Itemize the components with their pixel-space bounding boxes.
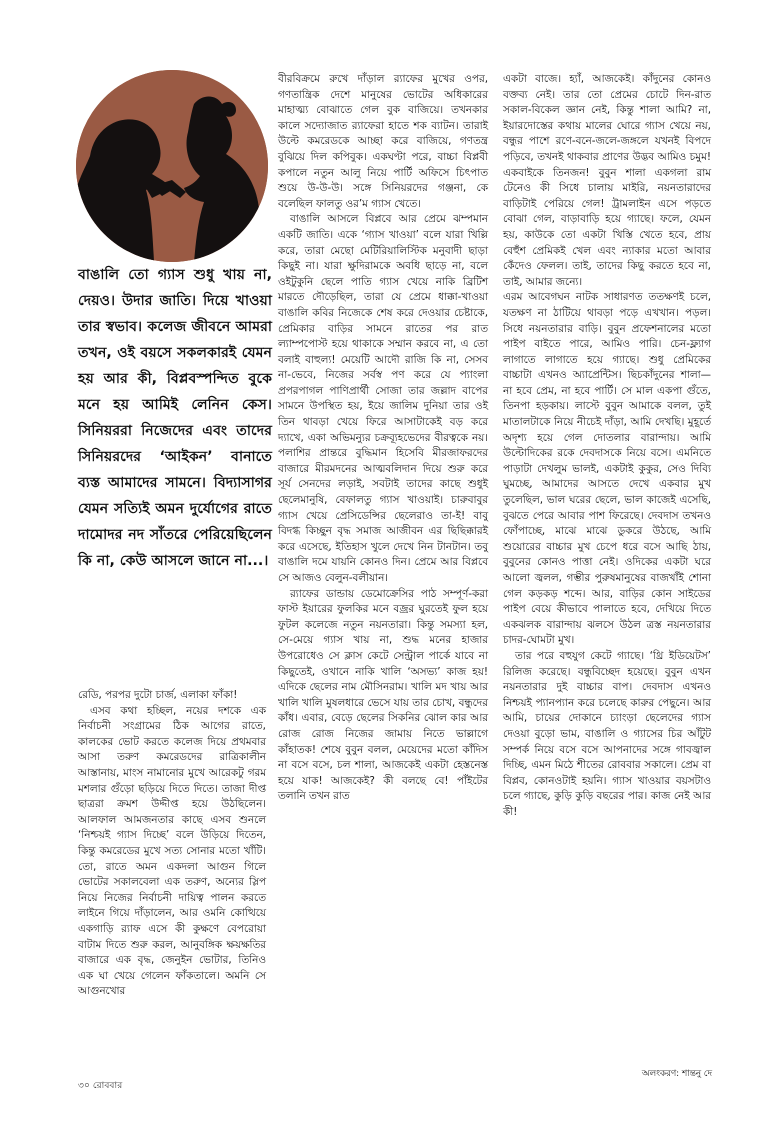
paragraph: বীরবিক্রমে রুখে দাঁড়াল র‍্যাফের মুখের ওপর, গণতান্ত্রিক দেশে মানুষের ভোটের অধিকারের মাহাত্ম্য বোঝাতে গেল বুক বাজিয়ে। তখনকার কালে সদ্যোজাত র‍্যাফেরা হাতে শক ব্যাটন। তারাই উল্টে কমরেডকে আচ্ছা করে বাজিয়ে, গণতন্ত্র বুঝিয়ে দিল কপিবুক। একঘণ্টা পরে, বাচ্চা বিপ্লবী কপালে নতুন আলু নিয়ে পার্টি অফিসে চিৎপাত শুয়ে উ-উ-উ। সঙ্গে সিনিয়রদের গঞ্জনা, কে বলেছিল ফালতু ওর’ম গ্যাস খেতে। xyxy=(278,73,488,210)
paragraph: একটা বাজে। হ্যাঁ, আজকেই। কাঁদুনের কোনও বক্তব্য নেই। তার তো প্রেমের চোটে দিন-রাত সকাল-বিকেল জ্ঞান নেই, কিন্তু শালা আমি? না, ইয়ারদোস্তের কথায় মালের ঘোরে গ্যাস খেয়ে নয়, বন্ধুর পাশে রণে-বনে-জলে-জঙ্গলে যখনই বিপদে পড়িবে, তখনই থাকবার প্রাণের উদ্ভব আমিও চমুম! একবাইকে তিনজন! বুবুন শালা একগলা রাম টেনেও কী সিধে চালায় মাইরি, নয়নতারাদের বাড়িটাই পেরিয়ে গেল! ট্রামলাইন এসে পড়তে বোঝা গেল, বাড়াবাড়ি হয়ে গ্যাছে। ফলে, যেমন হয়, কাউকে তো একটা খিস্তি খেতে হবে, প্রায় বেহুঁশ প্রেমিকই খেল এবং ন্যাকার মতো আবার কেঁদেও ফেলল। তাই, তাদের কিছু করতে হবে না, তাই, আমার জন্যে। xyxy=(503,73,711,288)
article-column-1 xyxy=(78,688,266,1000)
paragraph: বাঙালি আসলে বিপ্লবে আর প্রেমে ঝম্পমান একটি জাতি। একে ‘গ্যাস খাওয়া’ বলে যারা খিল্লি করে, তারা মেছো মেটিরিয়ালিস্টিক মনুবাদী ছাড়া কিছুই না। যারা ক্ষুদিরামকে অবধি ছাড়ে না, বলে ওইটুকুনি ছেলে পাতি গ্যাস খেয়ে নাকি ব্রিটিশ মারতে দৌড়েছিল, তারা যে প্রেমে ধাক্কা-খাওয়া বাঙালি কবির নিজেকে শেষ করে দেওয়ার চেষ্টাকে, প্রেমিকার বাড়ির সামনে রাতের পর রাত ল্যাম্পপোস্ট হয়ে থাকাকে সম্মান করবে না, এ তো বলাই বাহুল্য! মেয়েটি আদৌ রাজি কি না, সেসব না-ভেবে, নিজের সর্বস্ব পণ করে যে প্যাংলা প্রপরপাগল পাণিপ্রার্থী সোজা তার জল্লাদ বাপের সামনে উপস্থিত হয়, ইয়ে জালিম দুনিয়া তার ওই তিন থাবড়া খেয়ে ফিরে আসাটাকেই বড় করে দ্যাখে, একা অভিমন্যুর চক্রব্যূহভেদের বীরত্বকে নয়। পলাশির প্রান্তরে বুদ্ধিমান হিসেবি মীরজাফরদের বাজারে মীরমদনের আত্মবলিদান দিয়ে শুরু করে সূর্য সেনদের লড়াই, সবটাই তাদের কাছে শুধুই ছেলেমানুষি, বেফালতু গ্যাস খাওয়াই। চারুবাবুর গ্যাস খেয়ে প্রেসিডেন্সির ছেলেরাও তা-ই! বাবু বিদগ্ধ কিচ্ছুন বৃদ্ধ সমাজ আজীবন এর ছিছিক্কারই করে এসেছে, ইতিহাস খুলে দেখে নিন টানটান। তবু বাঙালি দমে যায়নি কোনও দিন। প্রেমে আর বিপ্লবে সে আজও বেলুন-বলীয়ান। xyxy=(278,213,488,584)
page-folio: ৩০ রোববার xyxy=(78,1080,123,1091)
illustration-credit: অলংকরণ: শান্তনু দে xyxy=(641,1069,712,1079)
paragraph: এসব কথা হচ্ছিল, নয়ের দশকে এক নির্বাচনী সংগ্রামের ঠিক আগের রাতে, কালকের ভোট করতে কলেজ দিয়ে প্রথমবার আসা তরুণ কমরেডদের রাত্রিকালীন আস্তানায়, মাংস নামানোর মুখে আরেকটু গরম মশলার গুঁড়ো ছড়িয়ে দিতে দিতে। তাজা দীপ্ত ছাত্ররা ক্রমশ উদ্দীপ্ত হয়ে উঠছিলেন। আলফাল আমজনতার কাছে এসব শুনলে ‘নিশ্চয়ই গ্যাস দিচ্ছে’ বলে উড়িয়ে দিতেন, কিন্তু কমরেডের মুখে সত্য সোনার মতো খাঁটি। তো, রাতে অমন একদলা আগুন গিলে ভোটের সকালবেলা এক তরুণ, অন্যের স্লিপ নিয়ে নিজের নির্বাচনী দায়িত্ব পালন করতে লাইনে গিয়ে দাঁড়ালেন, আর ওমনি কোত্থিয়ে একগাড়ি র‍্যাফ এসে কী কুক্ষণে বেপরোয়া বাটাম দিতে শুরু করল, আনুবঙ্গিক ক্ষয়ক্ষতির বাজারে এক বৃদ্ধ, জেনুইন ভোটার, তিনিও এক ঘা খেয়ে গেলেন ফাঁকতালে। অমনি সে আগুনখোর xyxy=(78,704,266,998)
paragraph: তার পরে বহুযুগ কেটে গ্যাছে। ‘থ্রি ইডিয়েটস’ রিলিজ করেছে। বন্ধুবিচ্ছেদ হয়েছে। বুবুন এখন নয়নতারার দুই বাচ্চার বাপ। দেবদাস এখনও নিশ্চয়ই প্যানপ্যান করে চলেছে কারুর পেছুনে। আর আমি, চায়ের দোকানে চ্যাংড়া ছেলেদের গ্যাস দেওয়া বুড়ো ভাম, বাঙালি ও গ্যাসের চির আঁটুট সম্পর্ক নিয়ে বসে বসে আপনাদের সঙ্গে গাবজ্বাল দিচ্ছি, এমন মিঠে শীতের রোববার সকালে। প্রেম বা বিপ্লব, কোনওটাই হয়নি। গ্যাস খাওয়ার বয়সটাও চলে গ্যাছে, কুড়ি কুড়ি বছরের পার। কাজ নেই আর কী! xyxy=(503,649,711,818)
article-column-3 xyxy=(503,72,711,821)
paragraph: র‍্যাফের ডান্ডায় ডেমোক্রেসির পাঠ সম্পূর্ণ-করা ফাস্ট ইয়ারের ফুলকির মনে বজ্রর ঘুরতেই ফুল হয়ে ফুটল কলেজে নতুন নয়নতারা। কিন্তু সমস্যা হল, সে-মেয়ে গ্যাস খায় না, শুদ্ধ মনের হাজার উপরোধেও সে ক্লাস কেটে সেন্ট্রাল পার্কে যাবে না কিছুতেই, ওখানে নাকি খালি ‘অসভ্য’ কাজ হয়! এদিকে ছেলের নাম মৌসিনরাম। খালি মদ খায় আর খালি খালি মুষলধারে ভেসে যায় তার চোখ, বন্ধুদের কাঁধ। এবার, বেড়ে ছেলের সিকনির ঝোল কার আর রোজ রোজ নিজের জামায় নিতে ভাল্লাগে কাঁহাতক! শেষে বুবুন বলল, মেয়েদের মতো কাঁদিস না বসে বসে, চল শালা, আজকেই একটা হেস্তনেস্ত হয়ে যাক! আজকেই? কী বলছে বে! পাঁইটের তলানি তখন রাত xyxy=(278,587,488,803)
paragraph: রেডি, পরপর দুটো চার্জ, এলাকা ফাঁকা! xyxy=(78,689,238,701)
couple-arguing-silhouette-icon xyxy=(76,70,268,262)
article-column-2 xyxy=(278,72,488,805)
paragraph: এরম আবেগঘন নাটক সাধারণত ততক্ষণই চলে, যতক্ষণ না ঠাটিয়ে থাবড়া পড়ে এখখান। পড়ল। সিধে নয়নতারার বাড়ি। বুবুন প্রফেশনালের মতো পাইপ বাইতে পারে, আমিও পারি। চেন-ফ্ল্যাগ লাগাতে লাগাতে হয়ে গ্যাছে। শুধু প্রেমিকের বাচ্চাটা এখনও অ্যাপ্রেন্টিস। ছিচকাঁদুনের শালা— না হবে প্রেম, না হবে পার্টি। সে মাল একপা গুঁতে, তিনপা হড়কায়। লাস্টে বুবুন আমাকে বলল, তুই মাতালটাকে নিয়ে নীচেই দাঁড়া, আমি দেখছি। মুহূর্তে অদৃশ্য হয়ে গেল দোতলার বারান্দায়। আমি উল্টোদিকের রকে দেবদাসকে নিয়ে বসে। এমনিতে পাড়াটা দেখলুম ভালই, একটাই কুকুর, সেও দিব্যি ঘুমচ্ছে, আমাদের আসতে দেখে একবার মুখ তুলেছিল, ভাল ঘরের ছেলে, ভাল কাজেই এসেছি, বুঝতে পেরে আবার পাশ ফিরেছে। দেবদাস তখনও ফোঁপাচ্ছে, মাঝে মাঝে ডুকরে উঠছে, আমি শুয়োরের বাচ্চার মুখ চেপে ধরে বসে আছি ঠায়, বুবুনের কোনও পাত্তা নেই। ওদিকের একটা ঘরে আলো জ্বলল, গম্ভীর পুরুষমানুষের বাজখাঁই শোনা গেল কড়কড় শব্দে। আর, বাড়ির কোন সাইডের পাইপ বেয়ে কীভাবে পালাতে হবে, দেখিয়ে দিতে একঝলক বারান্দায় ঝলসে উঠল ত্রস্ত নয়নতারার চাদর-ঘোমটা মুখ। xyxy=(503,291,711,647)
illustration xyxy=(76,70,268,262)
pull-quote: বাঙালি তো গ্যাস শুধু খায় না, দেয়ও। উদার জাতি। দিয়ে খাওয়া তার স্বভাব। কলেজ জীবনে আমরা তখন, ওই বয়সে সকলকারই যেমন হয় আর কী, বিপ্লবস্পন্দিত বুকে মনে হয় আমিই লেনিন কেস। সিনিয়ররা নিজেদের এবং তাদের সিনিয়রদের ‘আইকন’ বানাতে ব্যস্ত আমাদের সামনে। বিদ্যাসাগর যেমন সত্যিই অমন দুর্যোগের রাতে দামোদর নদ সাঁতরে পেরিয়েছিলেন কি না, কেউ আসলে জানে না...। xyxy=(78,267,272,569)
